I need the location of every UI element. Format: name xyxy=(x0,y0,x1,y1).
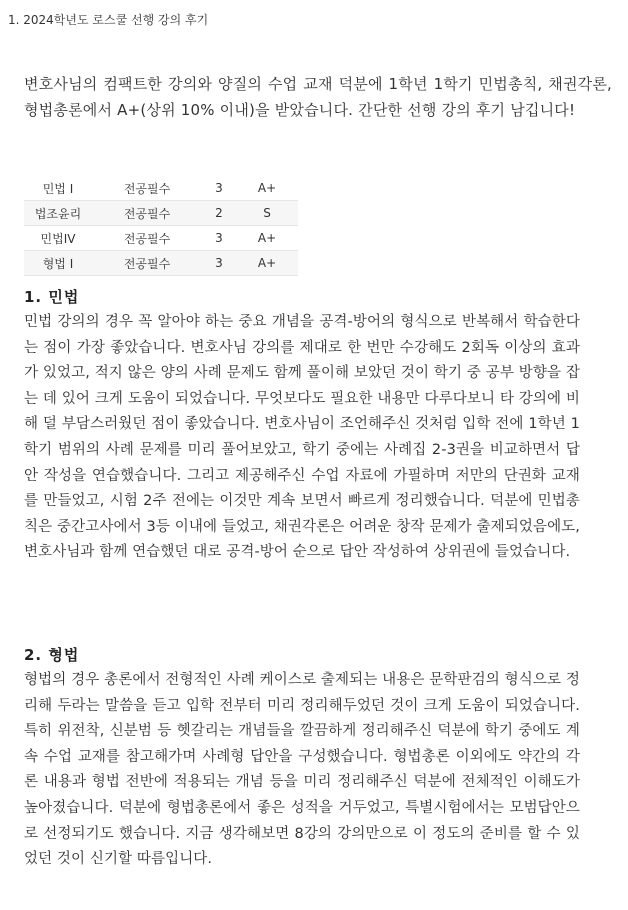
section-body: 형법의 경우 총론에서 전형적인 사례 케이스로 출제되는 내용은 문학판검의 형식으로 정리해 두라는 말씀을 듣고 입학 전부터 미리 정리해두었던 것이 크게 도움이 되었습니다. 특히 위전착, 신분범 등 헷갈리는 개념들을 깔끔하게 정리해주신 덕분에 학기 중에도 계속 수업 교재를 참고해가며 사례형 답안을 구성했습니다. 형법총론 이외에도 약간의 각론 내용과 형법 전반에 적용되는 개념 등을 미리 정리해주신 덕분에 전체적인 이해도가 높아졌습니다. 덕분에 형법총론에서 좋은 성적을 거두었고, 특별시험에서는 모범답안으로 선정되기도 했습니다. 지금 생각해보면 8강의 강의만으로 이 정도의 준비를 할 수 있었던 것이 신기할 따름입니다. xyxy=(24,672,580,868)
grade-cell: S xyxy=(236,201,298,226)
section-heading: 1. 민법 xyxy=(24,288,80,306)
grade-cell: A+ xyxy=(236,251,298,276)
grade-cell: A+ xyxy=(236,176,298,201)
section-heading: 2. 형법 xyxy=(24,646,80,664)
credits-cell: 3 xyxy=(202,176,236,201)
type-cell: 전공필수 xyxy=(92,176,202,201)
type-cell: 전공필수 xyxy=(92,226,202,251)
intro-paragraph: 변호사님의 컴팩트한 강의와 양질의 수업 교재 덕분에 1학년 1학기 민법총칙, 채권각론, 형법총론에서 A+(상위 10% 이내)을 받았습니다. 간단한 선행 강의 후기 남깁니다! xyxy=(24,75,612,119)
type-cell: 전공필수 xyxy=(92,201,202,226)
table-row xyxy=(24,251,298,276)
subject-cell: 민법 I xyxy=(24,176,92,201)
document-title: 1. 2024학년도 로스쿨 선행 강의 후기 xyxy=(8,13,209,27)
subject-cell: 민법IV xyxy=(24,226,92,251)
subject-cell: 형법 I xyxy=(24,251,92,276)
type-cell: 전공필수 xyxy=(92,251,202,276)
table-row xyxy=(24,176,298,201)
section-criminal-law xyxy=(24,642,580,873)
table-row xyxy=(24,201,298,226)
grades-table xyxy=(24,176,298,276)
grade-cell: A+ xyxy=(236,226,298,251)
credits-cell: 2 xyxy=(202,201,236,226)
section-civil-law xyxy=(24,284,580,566)
table-row xyxy=(24,226,298,251)
credits-cell: 3 xyxy=(202,251,236,276)
subject-cell: 법조윤리 xyxy=(24,201,92,226)
credits-cell: 3 xyxy=(202,226,236,251)
section-body: 민법 강의의 경우 꼭 알아야 하는 중요 개념을 공격-방어의 형식으로 반복해서 학습한다는 점이 가장 좋았습니다. 변호사님 강의를 제대로 한 번만 수강해도 2회독 이상의 효과가 있었고, 적지 않은 양의 사례 문제도 함께 풀이해 보았던 것이 학기 중 공부 방향을 잡는 데 있어 크게 도움이 되었습니다. 무엇보다도 필요한 내용만 다루다보니 타 강의에 비해 덜 부담스러웠던 점이 좋았습니다. 변호사님이 조언해주신 것처럼 입학 전에 1학년 1학기 범위의 사례 문제를 미리 풀어보았고, 학기 중에는 사례집 2-3권을 비교하면서 답안 작성을 연습했습니다. 그리고 제공해주신 수업 자료에 가필하며 저만의 단권화 교재를 만들었고, 시험 2주 전에는 이것만 계속 보면서 빠르게 정리했습니다. 덕분에 민법총칙은 중간고사에서 3등 이내에 들었고, 채권각론은 어려운 창작 문제가 출제되었음에도, 변호사님과 함께 연습했던 대로 공격-방어 순으로 답안 작성하여 상위권에 들었습니다. xyxy=(24,314,580,561)
